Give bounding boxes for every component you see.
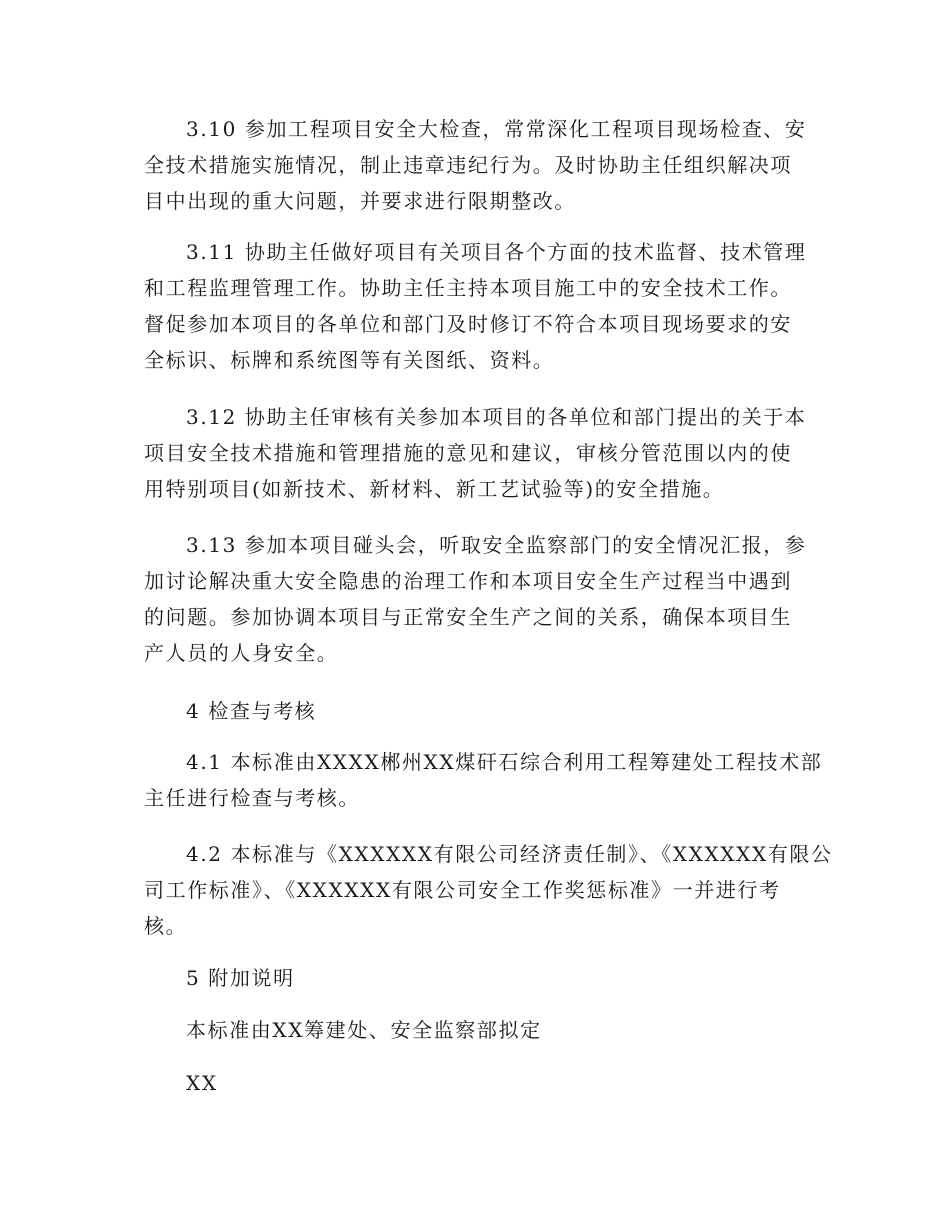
- paragraph-4-2-line-2: 司工作标准》、《XXXXXX有限公司安全工作奖惩标准》一并进行考: [144, 878, 781, 902]
- paragraph-3-11-line-2: 和工程监理管理工作。协助主任主持本项目施工中的安全技术工作。: [144, 276, 792, 300]
- paragraph-3-13-line-4: 产人员的人身安全。: [144, 641, 339, 665]
- paragraph-4-2-line-3: 核。: [144, 914, 188, 938]
- paragraph-3-10-line-3: 目中出现的重大问题，并要求进行限期整改。: [144, 189, 576, 213]
- paragraph-3-13-line-1: 3.13 参加本项目碰头会，听取安全监察部门的安全情况汇报，参: [186, 533, 807, 557]
- paragraph-3-12-line-2: 项目安全技术措施和管理措施的意见和建议，审核分管范围以内的使: [144, 441, 792, 465]
- paragraph-3-13-line-3: 的问题。参加协调本项目与正常安全生产之间的关系，确保本项目生: [144, 605, 792, 629]
- paragraph-3-11-line-1: 3.11 协助主任做好项目有关项目各个方面的技术监督、技术管理: [186, 240, 807, 264]
- paragraph-5-line-1: 本标准由XX筹建处、安全监察部拟定: [186, 1018, 542, 1042]
- paragraph-4-1-line-1: 4.1 本标准由XXXX郴州XX煤矸石综合利用工程筹建处工程技术部: [186, 750, 823, 774]
- paragraph-3-11-line-3: 督促参加本项目的各单位和部门及时修订不符合本项目现场要求的安: [144, 312, 792, 336]
- section-5-heading: 5 附加说明: [186, 966, 295, 990]
- section-4-heading: 4 检查与考核: [186, 699, 317, 723]
- signature-text: XX: [186, 1071, 218, 1095]
- paragraph-3-11-line-4: 全标识、标牌和系统图等有关图纸、资料。: [144, 348, 555, 372]
- paragraph-4-1-line-2: 主任进行检查与考核。: [144, 786, 360, 810]
- paragraph-3-10-line-2: 全技术措施实施情况，制止违章违纪行为。及时协助主任组织解决项: [144, 153, 792, 177]
- paragraph-3-12-line-3: 用特别项目(如新技术、新材料、新工艺试验等)的安全措施。: [144, 477, 725, 501]
- paragraph-3-10-line-1: 3.10 参加工程项目安全大检查，常常深化工程项目现场检查、安: [186, 117, 807, 141]
- paragraph-3-13-line-2: 加讨论解决重大安全隐患的治理工作和本项目安全生产过程当中遇到: [144, 569, 792, 593]
- paragraph-3-12-line-1: 3.12 协助主任审核有关参加本项目的各单位和部门提出的关于本: [186, 405, 807, 429]
- paragraph-4-2-line-1: 4.2 本标准与《XXXXXX有限公司经济责任制》、《XXXXXX有限公: [186, 842, 833, 866]
